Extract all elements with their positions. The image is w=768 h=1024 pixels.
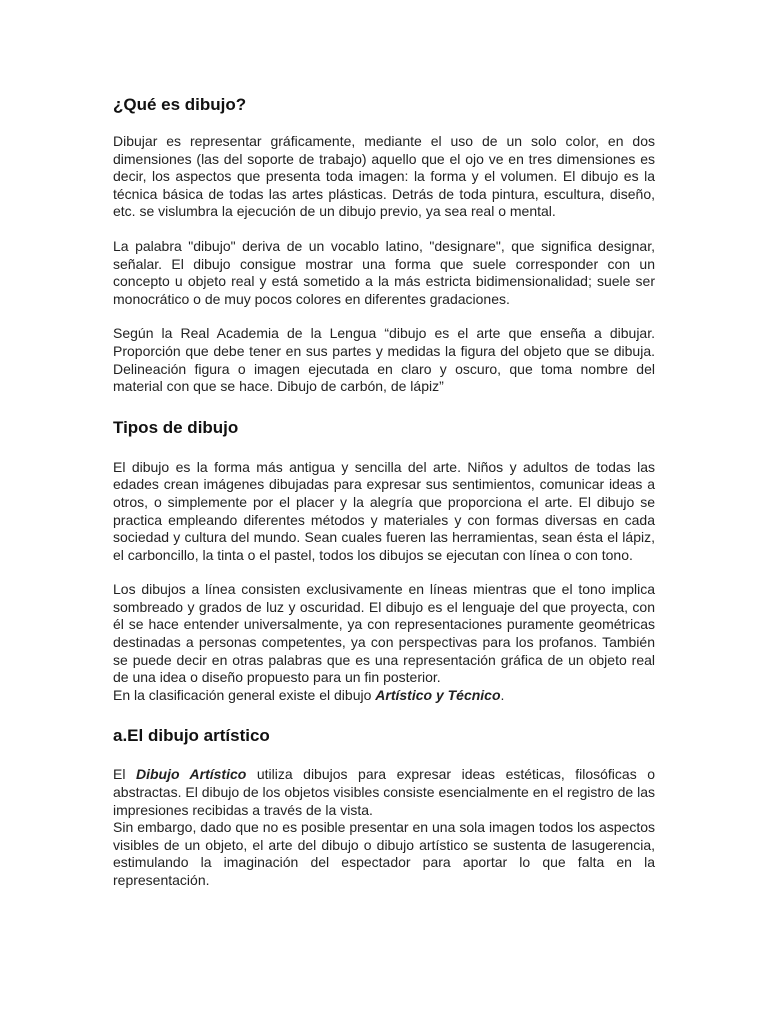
clasificacion-emphasis: Artístico y Técnico bbox=[375, 686, 501, 703]
paragraph-clasificacion bbox=[113, 687, 655, 705]
artistico-text: utiliza dibujos para expresar ideas estéticas, filosóficas o abstractas. El dibujo de los objetos visibles consiste esencialmente en el registro de las impresiones recibidas a través de la vista. bbox=[113, 766, 656, 818]
heading-tipos-de-dibujo: Tipos de dibujo bbox=[113, 417, 239, 437]
paragraph-etimologia: La palabra "dibujo" deriva de un vocablo latino, "designare", que significa designar, señalar. El dibujo consigue mostrar una forma que suele corresponder con un concepto u objeto real y está sometido a la más estricta bidimensionalidad; suele ser monocrático o de muy pocos colores en diferentes gradaciones. bbox=[113, 237, 655, 307]
paragraph-forma-antigua: El dibujo es la forma más antigua y sencilla del arte. Niños y adultos de todas las edades crean imágenes dibujadas para expresar sus sentimientos, comunicar ideas a otros, o simplemente por el placer y la alegría que proporciona el arte. El dibujo se practica empleando diferentes métodos y materiales y con formas diversas en cada sociedad y cultura del mundo. Sean cuales fueren las herramientas, sean ésta el lápiz, el carboncillo, la tinta o el pastel, todos los dibujos se ejecutan con línea o con tono. bbox=[113, 458, 655, 563]
artistico-lead: El bbox=[113, 766, 136, 783]
clasificacion-text: En la clasificación general existe el dibujo bbox=[113, 686, 376, 703]
heading-dibujo-artistico: a.El dibujo artístico bbox=[113, 726, 270, 746]
paragraph-dibujos-a-linea: Los dibujos a línea consisten exclusivamente en líneas mientras que el tono implica sombreado y grados de luz y oscuridad. El dibujo es el lenguaje del que proyecta, con él se hace entender universalmente, ya con representaciones puramente geométricas destinadas a personas competentes, ya con perspectivas para los profanos. También se puede decir en otras palabras que es una representación gráfica de un objeto real de una idea o diseño propuesto para un fin posterior. bbox=[113, 581, 655, 686]
clasificacion-end: . bbox=[500, 686, 505, 703]
document-body bbox=[113, 95, 655, 890]
paragraph-real-academia: Según la Real Academia de la Lengua “dibujo es el arte que enseña a dibujar. Proporción que debe tener en sus partes y medidas la figura del objeto que se dibuja. Delineación figura o imagen ejecutada en claro y oscuro, que toma nombre del material con que se hace. Dibujo de carbón, de lápiz” bbox=[113, 325, 655, 395]
artistico-emphasis: Dibujo Artístico bbox=[135, 766, 247, 783]
paragraph-dibujo-artistico bbox=[113, 766, 655, 819]
paragraph-sin-embargo: Sin embargo, dado que no es posible presentar en una sola imagen todos los aspectos visibles de un objeto, el arte del dibujo o dibujo artístico se sustenta de lasugerencia, estimulando la imaginación del espectador para aportar lo que falta en la representación. bbox=[113, 819, 655, 888]
paragraph-definicion: Dibujar es representar gráficamente, mediante el uso de un solo color, en dos dimensiones (las del soporte de trabajo) aquello que el ojo ve en tres dimensiones es decir, los aspectos que presenta toda imagen: la forma y el volumen. El dibujo es la técnica básica de todas las artes plásticas. Detrás de toda pintura, escultura, diseño, etc. se vislumbra la ejecución de un dibujo previo, ya sea real o mental. bbox=[113, 133, 655, 220]
heading-que-es-dibujo: ¿Qué es dibujo? bbox=[113, 95, 247, 114]
